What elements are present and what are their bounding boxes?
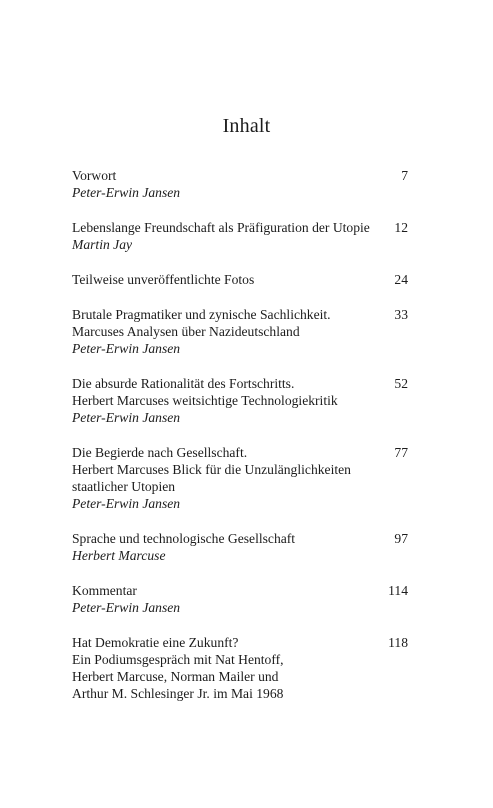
entry-title-line: staatlicher Utopien [72, 479, 176, 494]
table-of-contents [72, 167, 408, 720]
entry-title-line: Ein Podiumsgespräch mit Nat Hentoff, [72, 652, 284, 667]
toc-entry [72, 530, 408, 564]
entry-page-number: 33 [394, 307, 408, 322]
entry-author: Peter-Erwin Jansen [72, 410, 181, 425]
entry-title-line: Herbert Marcuse, Norman Mailer und [72, 669, 279, 684]
entry-title-line: Kommentar [72, 583, 137, 598]
entry-title-line: Teilweise unveröffentlichte Fotos [72, 272, 255, 287]
entry-title-line: Sprache und technologische Gesellschaft [72, 531, 296, 546]
entry-author: Martin Jay [72, 237, 133, 252]
entry-title-line: Die Begierde nach Gesellschaft. [72, 445, 248, 460]
entry-author: Peter-Erwin Jansen [72, 600, 181, 615]
entry-author: Herbert Marcuse [72, 548, 166, 563]
entry-title-line: Brutale Pragmatiker und zynische Sachlichkeit. [72, 307, 331, 322]
entry-author: Peter-Erwin Jansen [72, 341, 181, 356]
toc-entry [72, 444, 408, 512]
toc-entry [72, 306, 408, 357]
toc-entry [72, 271, 408, 288]
entry-page-number: 114 [388, 583, 408, 598]
entry-title-line: Die absurde Rationalität des Fortschritts. [72, 376, 295, 391]
toc-entry [72, 167, 408, 201]
entry-page-number: 24 [394, 272, 408, 287]
entry-page-number: 118 [388, 635, 408, 650]
entry-page-number: 12 [394, 220, 408, 235]
entry-page-number: 97 [394, 531, 408, 546]
entry-title-line: Herbert Marcuses weitsichtige Technologiekritik [72, 393, 338, 408]
toc-entry [72, 634, 408, 702]
toc-entry [72, 219, 408, 253]
entry-page-number: 77 [394, 445, 408, 460]
entry-author: Peter-Erwin Jansen [72, 496, 181, 511]
entry-title-line: Marcuses Analysen über Nazideutschland [72, 324, 300, 339]
entry-title-line: Lebenslange Freundschaft als Präfiguration der Utopie [72, 220, 370, 235]
toc-entry [72, 375, 408, 426]
entry-title-line: Herbert Marcuses Blick für die Unzulänglichkeiten [72, 462, 351, 477]
entry-page-number: 52 [394, 376, 408, 391]
entry-author: Peter-Erwin Jansen [72, 185, 181, 200]
toc-entry [72, 582, 408, 616]
entry-title-line: Arthur M. Schlesinger Jr. im Mai 1968 [72, 686, 284, 701]
entry-title-line: Hat Demokratie eine Zukunft? [72, 635, 239, 650]
entry-title-line: Vorwort [72, 168, 117, 183]
page-title: Inhalt [222, 115, 271, 137]
entry-page-number: 7 [401, 168, 408, 183]
